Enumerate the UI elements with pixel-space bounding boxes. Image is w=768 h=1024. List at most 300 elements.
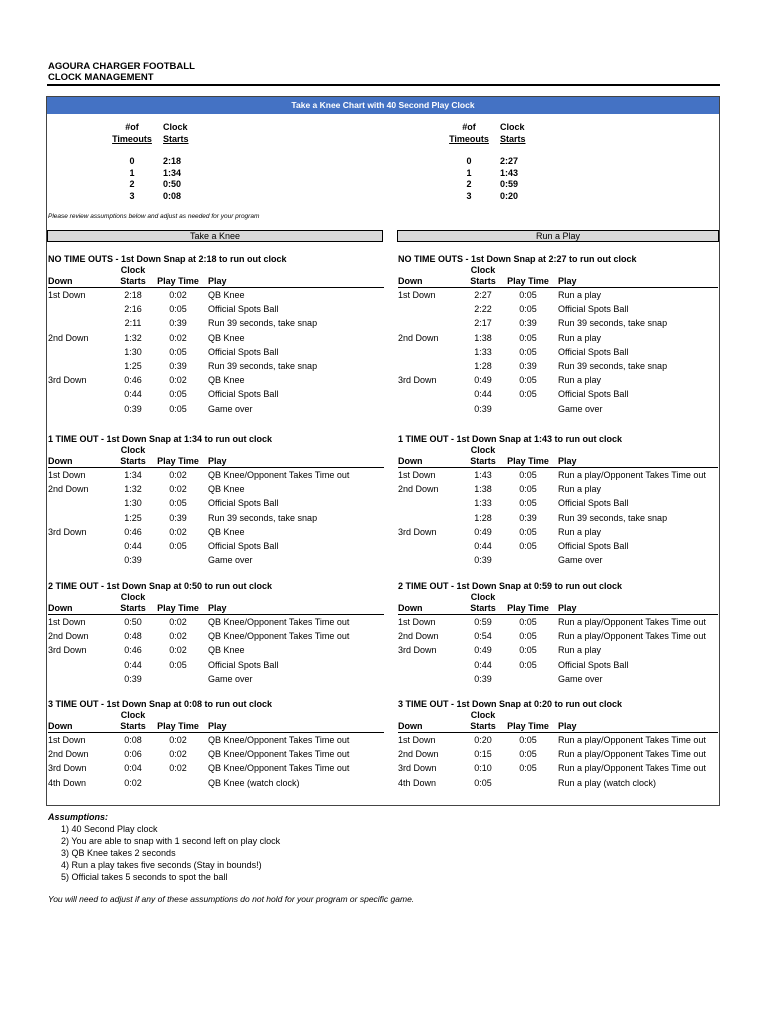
play-time-header: Play Time — [507, 721, 549, 731]
play-cell: Official Spots Ball — [558, 304, 629, 315]
down-cell: 2nd Down — [398, 332, 439, 343]
play-time-header: Play Time — [157, 603, 199, 613]
play-cell: QB Knee/Opponent Takes Time out — [208, 763, 350, 774]
play-time-cell: 0:05 — [519, 389, 537, 400]
table-row — [48, 359, 384, 373]
clock-starts-header — [464, 592, 502, 614]
play-cell: QB Knee — [208, 645, 245, 656]
summary-header-row — [103, 134, 203, 146]
play-time-cell: 0:02 — [169, 484, 187, 495]
down-header: Down — [48, 721, 73, 731]
clock-header-line: Clock — [120, 265, 146, 275]
play-time-cell: 0:05 — [519, 659, 537, 670]
summary-row — [440, 156, 540, 168]
play-cell: Game over — [558, 403, 603, 414]
play-time-cell: 0:02 — [169, 375, 187, 386]
clock-cell: 0:49 — [474, 645, 492, 656]
play-time-cell: 0:39 — [519, 318, 537, 329]
down-cell — [398, 496, 464, 510]
play-time-cell — [502, 672, 554, 686]
play-cell: Run 39 seconds, take snap — [208, 360, 318, 371]
table-row — [398, 302, 718, 316]
table-row — [48, 553, 384, 567]
clock-cell: 2:18 — [124, 290, 142, 300]
clock-table — [398, 699, 718, 790]
clock-cell: 0:05 — [474, 777, 492, 788]
table-row — [48, 525, 384, 539]
play-cell: Official Spots Ball — [208, 659, 279, 670]
table-row — [48, 468, 384, 482]
play-cell: Official Spots Ball — [208, 540, 279, 551]
down-cell — [398, 345, 464, 359]
summary-timeouts: 0 — [466, 156, 472, 166]
summary-timeouts: 3 — [466, 190, 472, 201]
section-header-take-a-knee: Take a Knee — [47, 230, 383, 242]
clock-cell: 0:39 — [474, 673, 492, 684]
play-header: Play — [558, 603, 577, 613]
down-cell: 1st Down — [398, 470, 436, 480]
play-cell: Run a play — [558, 375, 602, 386]
table-row — [398, 288, 718, 302]
play-time-cell: 0:02 — [169, 749, 187, 760]
table-header-row — [398, 710, 718, 733]
play-cell: Official Spots Ball — [208, 304, 279, 315]
play-time-cell: 0:05 — [519, 332, 537, 343]
down-cell — [398, 387, 464, 401]
down-cell: 2nd Down — [48, 749, 89, 760]
play-time-cell: 0:05 — [519, 526, 537, 537]
table-row — [398, 359, 718, 373]
down-cell — [48, 345, 114, 359]
down-cell — [398, 511, 464, 525]
summary-clock: 1:43 — [500, 167, 519, 178]
clock-table — [48, 581, 384, 686]
summary-table-knee — [103, 122, 203, 202]
clock-table-title: NO TIME OUTS - 1st Down Snap at 2:27 to run out clock — [398, 254, 637, 264]
summary-clock: 0:20 — [500, 190, 519, 201]
clock-table — [398, 254, 718, 416]
down-cell — [398, 672, 464, 686]
play-time-header: Play Time — [157, 276, 199, 286]
clock-cell: 1:32 — [124, 484, 142, 495]
down-cell: 2nd Down — [398, 631, 439, 642]
down-cell: 2nd Down — [398, 484, 439, 495]
play-time-cell: 0:39 — [169, 512, 187, 523]
down-header: Down — [398, 276, 423, 286]
down-header: Down — [398, 603, 423, 613]
summary-spacer — [103, 145, 203, 156]
down-cell: 3rd Down — [398, 526, 437, 537]
play-time-cell — [152, 776, 204, 790]
table-row — [398, 316, 718, 330]
play-cell: QB Knee/Opponent Takes Time out — [208, 735, 350, 745]
down-cell — [48, 496, 114, 510]
clock-table-title: 1 TIME OUT - 1st Down Snap at 1:34 to run out clock — [48, 434, 273, 444]
play-time-cell: 0:05 — [519, 631, 537, 642]
play-time-cell: 0:05 — [519, 304, 537, 315]
down-cell: 4th Down — [48, 777, 87, 788]
down-header: Down — [48, 276, 73, 286]
play-time-header: Play Time — [507, 456, 549, 466]
summary-timeouts: 2 — [129, 179, 135, 189]
clock-header: Clock — [163, 122, 188, 132]
clock-header-line: Clock — [470, 710, 496, 720]
down-cell — [48, 553, 114, 567]
clock-cell: 0:44 — [124, 659, 142, 670]
table-row — [398, 525, 718, 539]
down-cell — [48, 511, 114, 525]
play-cell: Official Spots Ball — [558, 659, 629, 670]
play-time-cell: 0:02 — [169, 631, 187, 642]
down-header: Down — [48, 603, 73, 613]
table-row — [48, 776, 384, 790]
down-cell — [48, 672, 114, 686]
play-time-cell: 0:05 — [519, 498, 537, 509]
clock-header: Clock — [500, 122, 525, 132]
clock-cell: 1:25 — [124, 360, 142, 371]
play-header: Play — [558, 276, 577, 286]
table-row — [48, 672, 384, 686]
summary-clock: 0:50 — [163, 179, 182, 189]
play-cell: Game over — [208, 403, 253, 414]
play-time-cell: 0:02 — [169, 470, 187, 480]
clock-cell: 0:46 — [124, 645, 142, 656]
clock-table-title: 3 TIME OUT - 1st Down Snap at 0:08 to run out clock — [48, 699, 273, 709]
clock-cell: 0:44 — [124, 540, 142, 551]
down-cell: 4th Down — [398, 777, 437, 788]
table-row — [398, 776, 718, 790]
table-header-row — [48, 265, 384, 288]
header-rule — [47, 84, 720, 86]
play-time-cell: 0:02 — [169, 735, 187, 745]
table-row — [398, 402, 718, 416]
down-cell — [48, 302, 114, 316]
table-header-row — [48, 592, 384, 615]
down-cell — [48, 387, 114, 401]
play-time-header: Play Time — [507, 276, 549, 286]
down-cell: 2nd Down — [48, 484, 89, 495]
clock-cell: 0:59 — [474, 617, 492, 627]
summary-header-row — [440, 122, 540, 134]
down-cell — [398, 359, 464, 373]
starts-header-line: Starts — [120, 721, 146, 731]
clock-header-line: Clock — [470, 592, 496, 602]
summary-timeouts: 0 — [129, 156, 135, 166]
play-time-cell: 0:05 — [169, 389, 187, 400]
play-cell: Run a play — [558, 290, 602, 300]
play-cell: QB Knee — [208, 526, 245, 537]
table-row — [398, 553, 718, 567]
table-row — [398, 643, 718, 657]
down-cell — [398, 658, 464, 672]
clock-cell: 0:39 — [124, 555, 142, 566]
table-row — [398, 747, 718, 761]
clock-cell: 2:11 — [124, 318, 142, 329]
clock-table-title: NO TIME OUTS - 1st Down Snap at 2:18 to run out clock — [48, 254, 287, 264]
play-time-cell: 0:39 — [169, 318, 187, 329]
clock-cell: 0:15 — [474, 749, 492, 760]
table-row — [398, 496, 718, 510]
table-row — [398, 629, 718, 643]
clock-cell: 0:20 — [474, 735, 492, 745]
starts-header-line: Starts — [470, 276, 496, 286]
footer-note: You will need to adjust if any of these assumptions do not hold for your program or specific game. — [48, 894, 415, 904]
summary-row — [103, 168, 203, 180]
play-cell: Run 39 seconds, take snap — [558, 318, 668, 329]
summary-clock: 0:59 — [500, 179, 519, 189]
table-row — [398, 672, 718, 686]
down-cell: 3rd Down — [48, 375, 87, 386]
clock-cell: 0:08 — [124, 735, 142, 745]
play-cell: Official Spots Ball — [558, 389, 629, 400]
play-time-cell: 0:05 — [519, 617, 537, 627]
play-time-cell: 0:02 — [169, 290, 187, 300]
play-time-cell — [152, 553, 204, 567]
review-note: Please review assumptions below and adjust as needed for your program — [48, 213, 260, 220]
table-row — [398, 615, 718, 629]
table-row — [48, 288, 384, 302]
play-cell: Official Spots Ball — [208, 498, 279, 509]
clock-cell: 1:38 — [474, 484, 492, 495]
clock-cell: 2:16 — [124, 304, 142, 315]
clock-table-title: 1 TIME OUT - 1st Down Snap at 1:43 to run out clock — [398, 434, 623, 444]
down-cell: 3rd Down — [48, 645, 87, 656]
down-header: Down — [48, 456, 73, 466]
play-cell: QB Knee/Opponent Takes Time out — [208, 749, 350, 760]
clock-cell: 0:39 — [124, 673, 142, 684]
assumptions — [48, 811, 280, 883]
table-row — [398, 511, 718, 525]
play-time-cell — [502, 553, 554, 567]
play-cell: Official Spots Ball — [558, 346, 629, 357]
play-cell: QB Knee — [208, 290, 245, 300]
summary-timeouts: 2 — [466, 179, 472, 189]
table-row — [398, 331, 718, 345]
table-row — [48, 387, 384, 401]
table-row — [398, 345, 718, 359]
clock-cell: 1:30 — [124, 498, 142, 509]
clock-cell: 1:25 — [124, 512, 142, 523]
timeouts-header: Timeouts — [112, 133, 152, 144]
table-row — [398, 468, 718, 482]
clock-cell: 0:50 — [124, 617, 142, 627]
play-cell: Game over — [558, 673, 603, 684]
table-row — [48, 615, 384, 629]
clock-cell: 0:44 — [124, 389, 142, 400]
clock-cell: 0:39 — [474, 403, 492, 414]
down-cell: 1st Down — [48, 617, 86, 627]
clock-starts-header — [114, 592, 152, 614]
table-row — [48, 345, 384, 359]
table-row — [48, 496, 384, 510]
clock-table-title: 3 TIME OUT - 1st Down Snap at 0:20 to run out clock — [398, 699, 623, 709]
clock-starts-header — [464, 710, 502, 732]
down-cell — [398, 402, 464, 416]
table-header-row — [398, 445, 718, 468]
table-row — [48, 331, 384, 345]
play-cell: Run 39 seconds, take snap — [208, 318, 318, 329]
clock-starts-header — [464, 265, 502, 287]
play-time-header: Play Time — [157, 456, 199, 466]
play-header: Play — [558, 456, 577, 466]
clock-cell: 2:17 — [474, 318, 492, 329]
down-cell — [398, 302, 464, 316]
table-row — [398, 733, 718, 747]
play-header: Play — [208, 603, 227, 613]
assumptions-title: Assumptions: — [48, 812, 109, 822]
play-time-cell: 0:05 — [519, 749, 537, 760]
timeouts-header: #of — [462, 122, 476, 132]
clock-starts-header — [114, 445, 152, 467]
play-cell: Run a play/Opponent Takes Time out — [558, 631, 706, 642]
play-cell: Run 39 seconds, take snap — [558, 360, 668, 371]
play-time-cell: 0:39 — [519, 512, 537, 523]
assumption-item: 1) 40 Second Play clock — [61, 824, 158, 834]
clock-cell: 0:44 — [474, 659, 492, 670]
play-cell: QB Knee/Opponent Takes Time out — [208, 470, 350, 480]
summary-clock: 0:08 — [163, 190, 182, 201]
down-cell: 3rd Down — [398, 375, 437, 386]
table-row — [398, 658, 718, 672]
play-time-cell: 0:05 — [169, 659, 187, 670]
table-header-row — [398, 592, 718, 615]
summary-clock: 2:27 — [500, 156, 519, 166]
clock-cell: 0:02 — [124, 777, 142, 788]
section-header-run-a-play: Run a Play — [397, 230, 719, 242]
table-row — [48, 482, 384, 496]
summary-row — [440, 191, 540, 203]
summary-clock: 1:34 — [163, 167, 182, 178]
clock-cell: 2:27 — [474, 290, 492, 300]
table-row — [398, 387, 718, 401]
summary-timeouts: 3 — [129, 190, 135, 201]
play-cell: Game over — [208, 673, 253, 684]
assumption-item: 2) You are able to snap with 1 second left on play clock — [61, 836, 281, 846]
document-subtitle: CLOCK MANAGEMENT — [48, 72, 154, 83]
play-time-cell — [152, 672, 204, 686]
clock-cell: 0:46 — [124, 526, 142, 537]
table-row — [48, 629, 384, 643]
starts-header-line: Starts — [470, 603, 496, 613]
summary-row — [103, 179, 203, 191]
clock-table — [398, 581, 718, 686]
table-row — [48, 302, 384, 316]
play-cell: Run a play/Opponent Takes Time out — [558, 470, 706, 480]
table-header-row — [48, 445, 384, 468]
play-cell: Run 39 seconds, take snap — [208, 512, 318, 523]
clock-header: Starts — [500, 133, 526, 144]
clock-cell: 0:46 — [124, 375, 142, 386]
play-cell: Run a play/Opponent Takes Time out — [558, 763, 706, 774]
clock-cell: 1:38 — [474, 332, 492, 343]
down-cell — [398, 539, 464, 553]
table-row — [48, 511, 384, 525]
table-header-row — [48, 710, 384, 733]
clock-header-line: Clock — [120, 710, 146, 720]
play-cell: Run a play — [558, 484, 602, 495]
summary-table-run — [440, 122, 540, 202]
down-cell — [398, 316, 464, 330]
summary-spacer — [440, 145, 540, 156]
clock-table — [48, 699, 384, 790]
play-cell: Run a play/Opponent Takes Time out — [558, 735, 706, 745]
table-row — [48, 747, 384, 761]
clock-table — [398, 434, 718, 567]
table-row — [48, 316, 384, 330]
play-time-cell: 0:05 — [519, 375, 537, 386]
play-header: Play — [208, 276, 227, 286]
play-cell: Run a play (watch clock) — [558, 777, 657, 788]
clock-cell: 0:49 — [474, 375, 492, 386]
starts-header-line: Starts — [470, 721, 496, 731]
clock-table-title: 2 TIME OUT - 1st Down Snap at 0:50 to run out clock — [48, 581, 273, 591]
clock-cell: 0:04 — [124, 763, 142, 774]
play-cell: Run a play/Opponent Takes Time out — [558, 749, 706, 760]
down-cell: 1st Down — [398, 735, 436, 745]
assumption-item: 3) QB Knee takes 2 seconds — [61, 848, 176, 858]
down-cell: 3rd Down — [398, 763, 437, 774]
clock-starts-header — [114, 710, 152, 732]
summary-row — [103, 191, 203, 203]
down-cell — [398, 553, 464, 567]
timeouts-header: #of — [125, 122, 139, 132]
clock-cell: 1:33 — [474, 346, 492, 357]
document-title: AGOURA CHARGER FOOTBALL — [48, 61, 195, 72]
down-header: Down — [398, 721, 423, 731]
table-row — [398, 373, 718, 387]
play-cell: QB Knee — [208, 332, 245, 343]
clock-cell: 1:28 — [474, 360, 492, 371]
down-cell — [48, 316, 114, 330]
down-cell: 2nd Down — [398, 749, 439, 760]
starts-header-line: Starts — [470, 456, 496, 466]
down-cell: 3rd Down — [48, 526, 87, 537]
clock-cell: 0:49 — [474, 526, 492, 537]
clock-header-line: Clock — [470, 445, 496, 455]
play-time-cell — [502, 776, 554, 790]
table-row — [398, 482, 718, 496]
down-cell: 2nd Down — [48, 332, 89, 343]
play-time-cell: 0:05 — [519, 290, 537, 300]
play-header: Play — [208, 721, 227, 731]
down-cell — [48, 539, 114, 553]
clock-cell: 0:10 — [474, 763, 492, 774]
summary-header-row — [103, 122, 203, 134]
play-cell: Official Spots Ball — [208, 346, 279, 357]
down-cell: 1st Down — [48, 290, 86, 300]
play-cell: Game over — [208, 555, 253, 566]
play-cell: Run a play — [558, 526, 602, 537]
starts-header-line: Starts — [120, 276, 146, 286]
down-cell — [48, 402, 114, 416]
play-cell: QB Knee/Opponent Takes Time out — [208, 617, 350, 627]
clock-table — [48, 254, 384, 416]
clock-cell: 0:39 — [124, 403, 142, 414]
down-cell: 1st Down — [48, 735, 86, 745]
clock-cell: 1:34 — [124, 470, 142, 480]
table-row — [398, 761, 718, 775]
down-cell: 3rd Down — [48, 763, 87, 774]
clock-cell: 0:44 — [474, 389, 492, 400]
play-time-cell: 0:05 — [519, 735, 537, 745]
clock-cell: 0:48 — [124, 631, 142, 642]
play-time-cell: 0:05 — [169, 304, 187, 315]
play-cell: QB Knee/Opponent Takes Time out — [208, 631, 350, 642]
assumption-item: 5) Official takes 5 seconds to spot the ball — [61, 872, 228, 882]
clock-cell: 0:06 — [124, 749, 142, 760]
play-time-cell — [502, 402, 554, 416]
clock-cell: 1:43 — [474, 470, 492, 480]
